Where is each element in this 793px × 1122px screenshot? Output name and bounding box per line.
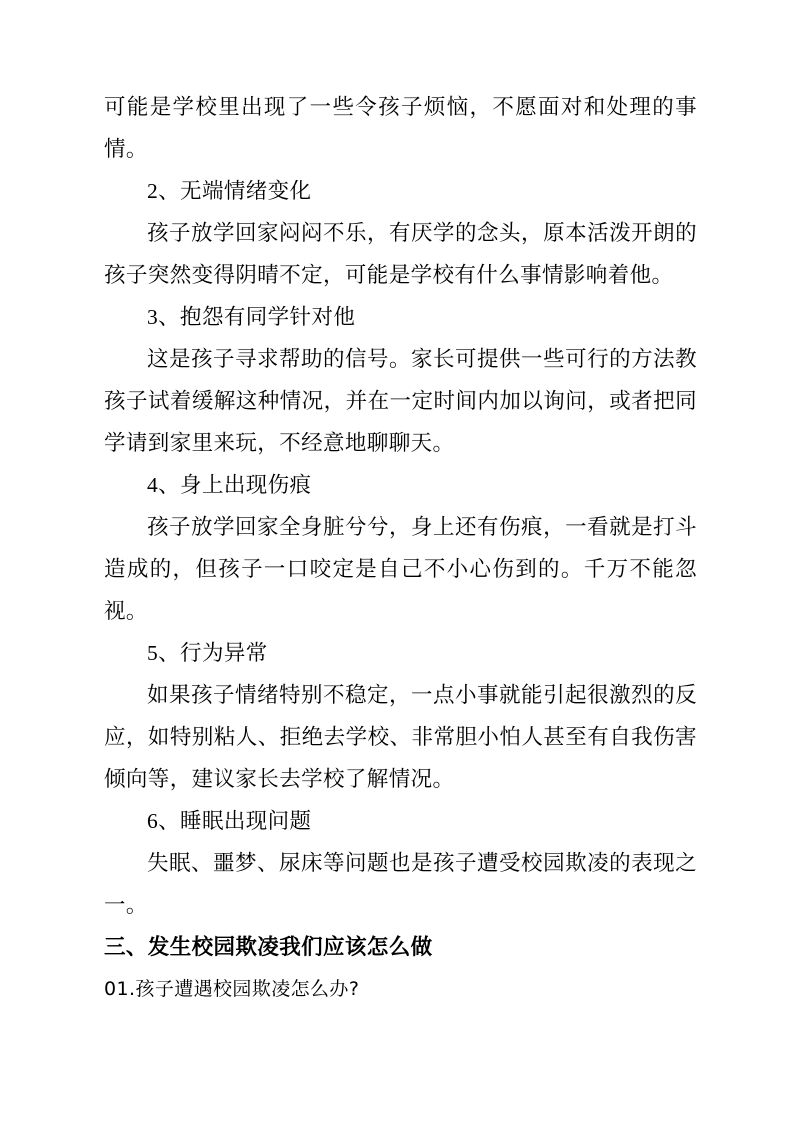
list-title-6: 6、睡眠出现问题 xyxy=(147,809,312,833)
document-body xyxy=(104,86,697,1010)
list-body-3: 这是孩子寻求帮助的信号。家长可提供一些可行的方法教孩子试着缓解这种情况，并在一定时间内加以询问，或者把同学请到家里来玩，不经意地聊聊天。 xyxy=(104,347,697,455)
list-body-2: 孩子放学回家闷闷不乐，有厌学的念头，原本活泼开朗的孩子突然变得阴晴不定，可能是学校有什么事情影响着他。 xyxy=(104,221,697,287)
list-body-6: 失眠、噩梦、尿床等问题也是孩子遭受校园欺凌的表现之一。 xyxy=(104,851,697,917)
section-heading-three: 三、发生校园欺凌我们应该怎么做 xyxy=(104,935,433,959)
list-body-4: 孩子放学回家全身脏兮兮，身上还有伤痕，一看就是打斗造成的，但孩子一口咬定是自己不小心伤到的。千万不能忽视。 xyxy=(104,515,697,623)
list-title-3: 3、抱怨有同学针对他 xyxy=(147,305,356,329)
question-item-01: 01.孩子遭遇校园欺凌怎么办? xyxy=(104,978,360,1000)
list-title-5: 5、行为异常 xyxy=(147,641,268,665)
paragraph-continued: 可能是学校里出现了一些令孩子烦恼，不愿面对和处理的事情。 xyxy=(104,95,697,161)
list-title-2: 2、无端情绪变化 xyxy=(147,179,312,203)
list-title-4: 4、身上出现伤痕 xyxy=(147,473,312,497)
list-body-5: 如果孩子情绪特别不稳定，一点小事就能引起很激烈的反应，如特别粘人、拒绝去学校、非常胆小怕人甚至有自我伤害倾向等，建议家长去学校了解情况。 xyxy=(104,683,697,791)
